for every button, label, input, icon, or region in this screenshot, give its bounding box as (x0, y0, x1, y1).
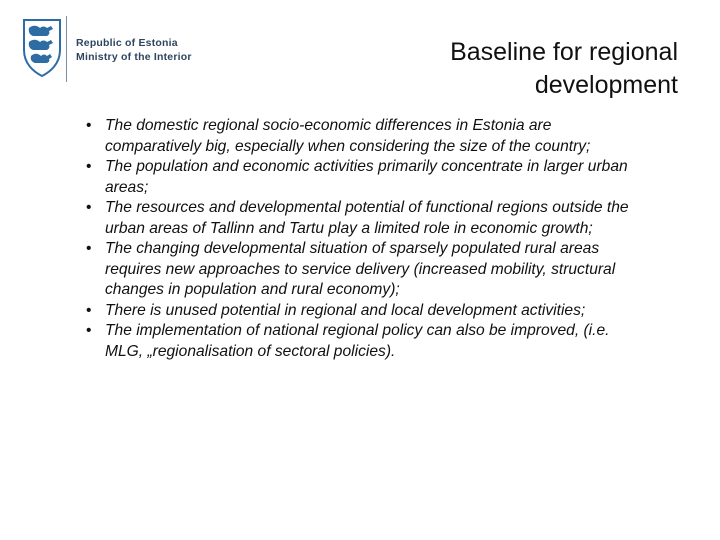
organization-name (76, 36, 192, 64)
list-item (26, 321, 646, 362)
coat-of-arms-icon (20, 16, 64, 78)
bullet-text: The resources and developmental potential of functional regions outside the urban areas of Tallinn and Tartu play a limited role in economic growth; (105, 199, 629, 237)
bullet-icon: • (86, 322, 92, 339)
bullet-text: There is unused potential in regional and local development activities; (105, 301, 586, 319)
bullet-icon: • (86, 158, 92, 175)
bullet-icon: • (86, 199, 92, 216)
bullet-list (26, 116, 646, 362)
list-item (26, 116, 646, 157)
list-item (26, 157, 646, 198)
org-line-2: Ministry of the Interior (76, 51, 192, 63)
slide-title: Baseline for regional development (450, 38, 678, 99)
bullet-text: The domestic regional socio-economic differences in Estonia are comparatively big, especially when considering the size of the country; (105, 117, 591, 155)
list-item (26, 198, 646, 239)
bullet-icon: • (86, 240, 92, 257)
org-line-1: Republic of Estonia (76, 37, 178, 49)
bullet-text: The population and economic activities primarily concentrate in larger urban areas; (105, 158, 628, 196)
bullet-icon: • (86, 301, 92, 319)
bullet-icon: • (86, 117, 92, 134)
logo-divider (66, 16, 67, 82)
list-item (26, 239, 646, 301)
bullet-text: The changing developmental situation of sparsely populated rural areas requires new approaches to service delivery (increased mobility, structural changes in population and rural economy); (105, 240, 616, 298)
bullet-text: The implementation of national regional policy can also be improved, (i.e. MLG, „regionalisation of sectoral policies). (105, 322, 610, 360)
list-item (26, 301, 646, 322)
ministry-logo (12, 16, 212, 80)
